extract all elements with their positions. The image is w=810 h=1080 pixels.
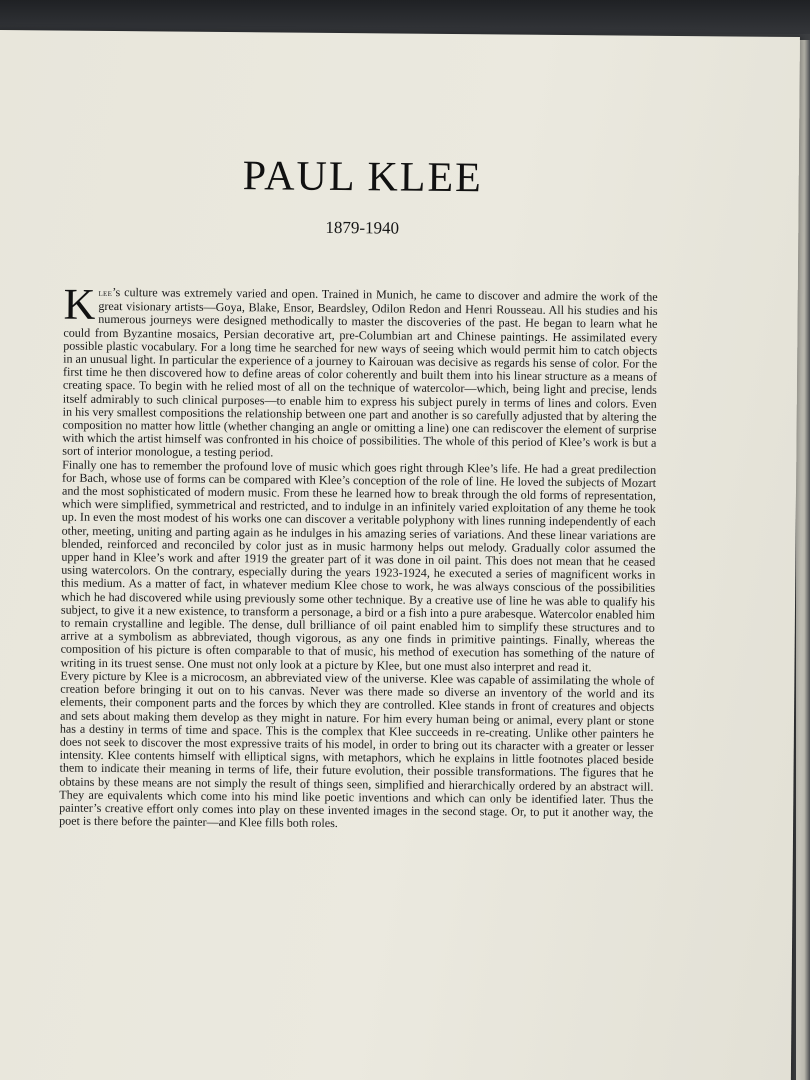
drop-cap: K — [63, 279, 96, 329]
artist-dates: 1879-1940 — [325, 217, 400, 238]
paragraph-1-text: ’s culture was extremely varied and open. Trained in Munich, he came to discover and admire the work of the great visionary artists—Goya, Blake, Ensor, Beardsley, Odilon Redon and Henri Rousseau. All his studies and his numerous journeys were designed methodically to master the discoveries of the past. He began to learn what he could from Byzantine mosaics, Persian decorative art, pre-Columbian art and Chinese paintings. He assimilated every possible plastic vocabulary. For a long time he searched for new ways of seeing which would permit him to catch objects in an unusual light. In particular the experience of a journey to Kairouan was decisive as regards his sense of color. For the first time he then discovered how to define areas of color coherently and built them into his linear structure as a means of creating space. To begin with he relied most of all on the technique of watercolor—which, being light and precise, lends itself admirably to such clinical purposes—to enable him to express his subject purely in terms of lines and colors. Even in his very smallest compositions the relationship between one part and another is so carefully adjusted that by altering the composition no matter how little (whether changing an angle or omitting a line) one can rediscover the element of surprise with which the artist himself was confronted in his choice of possibilities. The whole of this period of Klee’s work is but a sort of interior monologue, a testing period. — [62, 285, 658, 460]
background-surface — [0, 0, 810, 34]
paragraph-1 — [62, 279, 658, 464]
page-title: PAUL KLEE — [242, 153, 483, 202]
book-page — [0, 30, 800, 1080]
paragraph-2: Finally one has to remember the profound love of music which goes right through Klee’s life. He had a great predilection for Bach, whose use of forms can be compared with Klee’s conception of the role of line. He loved the subjects of Mozart and the most sophisticated of modern music. From these he learned how to break through the old forms of representation, which were simplified, symmetrical and restricted, and to indulge in an infinitely varied exploitation of any theme he took up. In even the most modest of his works one can discover a veritable polyphony with lines running independently of each other, meeting, uniting and parting again as he indulges in his amazing series of variations. And these linear variations are blended, reinforced and reconciled by color just as in music harmony helps out melody. Gradually color assumed the upper hand in Klee’s work and after 1919 the greater part of it was done in oil paint. This does not mean that he ceased using watercolors. On the contrary, especially during the years 1923-1924, he executed a series of magnificent works in this medium. As a matter of fact, in whatever medium Klee chose to work, he was always conscious of the possibilities which he had discovered while using previously some other technique. By a creative use of line he was able to qualify his subject, to give it a new existence, to transform a personage, a bird or a fish into a pure arabesque. Watercolor enabled him to remain crystalline and legible. The dense, dull brilliance of oil paint enabled him to simplify these structures and to arrive at a symbolism as abbreviated, though vigorous, as any one finds in primitive paintings. Finally, whereas the composition of his picture is often comparable to that of music, his method of execution has something of the nature of writing in its truest sense. One must not only look at a picture by Klee, but one must also interpret and read it. — [60, 457, 657, 674]
lead-small-caps: lee — [98, 287, 113, 300]
article-body — [59, 279, 658, 833]
paragraph-3: Every picture by Klee is a microcosm, an abbreviated view of the universe. Klee was capable of assimilating the whole of creation before bringing it out on to his canvas. Never was there made so diverse an inventory of the world and its elements, their component parts and the forces by which they are controlled. Klee stands in front of creatures and objects and sets about making them develop as they might in nature. For him every human being or animal, every plant or stone has a destiny in terms of time and space. This is the complex that Klee succeeds in re-creating. Unlike other painters he does not seek to discover the most expressive traits of his model, in order to bring out its character with a greater or lesser intensity. Klee contents himself with elliptical signs, with metaphors, which he explains in little footnotes placed beside them to indicate their meaning in terms of life, their future evolution, their possible transformations. The figures that he obtains by these means are not simply the result of things seen, simplified and hierarchically ordered by an abstract will. They are equivalents which come into his mind like poetic inventions and which can only be identified later. Thus the painter’s creative effort only comes into play on these invented images in the second stage. Or, to put it another way, the poet is there before the painter—and Klee fills both roles. — [59, 668, 655, 831]
